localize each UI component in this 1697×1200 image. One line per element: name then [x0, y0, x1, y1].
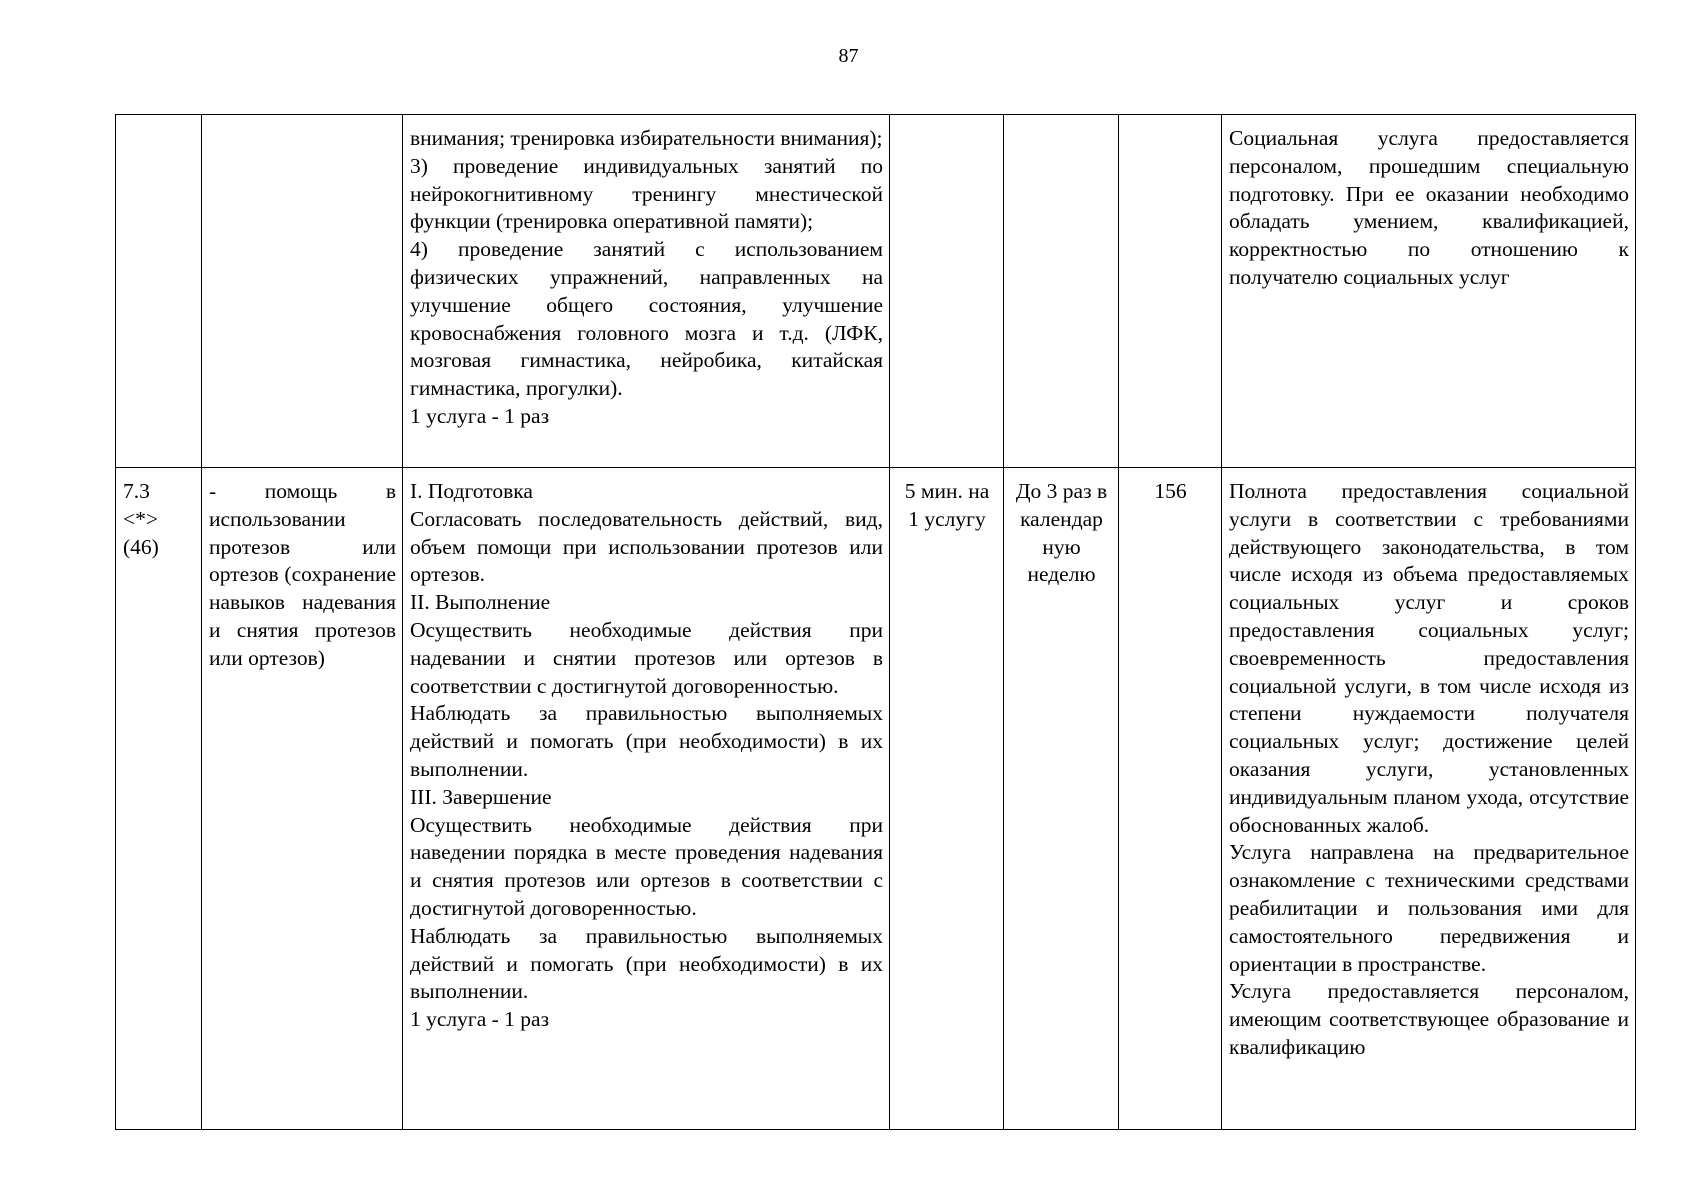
cell-paragraph: II. Выполнение — [410, 590, 551, 615]
page-number: 87 — [838, 45, 859, 67]
cell-paragraph: внимания; тренировка избирательности внимания); — [410, 126, 883, 150]
cell-paragraph: Согласовать последовательность действий, вид, объем помощи при использовании протезов или ортезов. — [410, 506, 883, 587]
cell-paragraph: Осуществить необходимые действия при надевании и снятии протезов или ортезов в соответствии с достигнутой договоренностью. — [410, 617, 883, 698]
cell-procedure — [403, 115, 890, 468]
cell-paragraph: Услуга предоставляется персоналом, имеющим соответствующее образование и квалификацию — [1229, 979, 1629, 1059]
cell-paragraph: Социальная услуга предоставляется персоналом, прошедшим специальную подготовку. При ее оказании необходимо обладать умением, квалификацией, корректностью по отношению к получателю социальных услуг — [1229, 126, 1629, 289]
cell-paragraph: 7.3 — [123, 479, 150, 503]
cell-frequency — [1004, 468, 1119, 1130]
cell-quality — [1222, 468, 1636, 1130]
cell-cost: 156 — [1119, 468, 1222, 1130]
cell-service-name — [202, 115, 403, 468]
cell-duration — [890, 468, 1004, 1130]
cell-duration — [890, 115, 1004, 468]
cell-paragraph: До 3 раз в календар ную неделю — [1015, 479, 1108, 587]
cell-paragraph: 1 услуга - 1 раз — [410, 1007, 550, 1032]
cell-paragraph: <*> — [123, 506, 159, 531]
cell-paragraph: Наблюдать за правильностью выполняемых действий и помогать (при необходимости) в их выполнении. — [410, 701, 883, 781]
cell-paragraph: 3) проведение индивидуальных занятий по нейрокогнитивному тренингу мнестической функции (тренировка оперативной памяти); — [410, 153, 883, 234]
cell-paragraph: Услуга направлена на предварительное ознакомление с техническими средствами реабилитации и пользования ими для самостоятельного передвижения и ориентации в пространстве. — [1229, 840, 1629, 976]
cell-service-name — [202, 468, 403, 1130]
cell-paragraph: 5 мин. на 1 услугу — [904, 479, 990, 531]
cell-quality — [1222, 115, 1636, 468]
cell-number — [116, 115, 202, 468]
cell-frequency — [1004, 115, 1119, 468]
cell-paragraph: 1 услуга - 1 раз — [410, 403, 550, 428]
cell-paragraph: Наблюдать за правильностью выполняемых действий и помогать (при необходимости) в их выполнении. — [410, 923, 883, 1004]
cell-procedure — [403, 468, 890, 1130]
cell-paragraph: I. Подготовка — [410, 479, 533, 503]
cell-paragraph: - помощь в использовании протезов или ортезов (сохранение навыков надевания и снятия протезов или ортезов) — [209, 479, 396, 670]
table-row — [116, 115, 1636, 468]
cell-paragraph: III. Завершение — [410, 784, 552, 809]
cell-paragraph: Осуществить необходимые действия при наведении порядка в месте проведения надевания и снятия протезов или ортезов в соответствии с достигнутой договоренностью. — [410, 812, 883, 920]
cell-paragraph: Полнота предоставления социальной услуги в соответствии с требованиями действующего законодательства, в том числе исходя из объема предоставляемых социальных услуг и сроков предоставления социальных услуг; своевременность предоставления социальной услуги, в том числе исходя из степени нуждаемости получателя социальных услуг; достижение целей оказания услуги, установленных индивидуальным планом ухода, отсутствие обоснованных жалоб. — [1229, 479, 1629, 837]
cell-cost — [1119, 115, 1222, 468]
table-row — [116, 468, 1636, 1130]
cell-number — [116, 468, 202, 1130]
services-table — [115, 114, 1636, 1130]
cell-paragraph: 4) проведение занятий с использованием физических упражнений, направленных на улучшение общего состояния, улучшение кровоснабжения головного мозга и т.д. (ЛФК, мозговая гимнастика, нейробика, китайская гимнастика, прогулки). — [410, 237, 883, 401]
cell-paragraph: (46) — [123, 534, 159, 559]
